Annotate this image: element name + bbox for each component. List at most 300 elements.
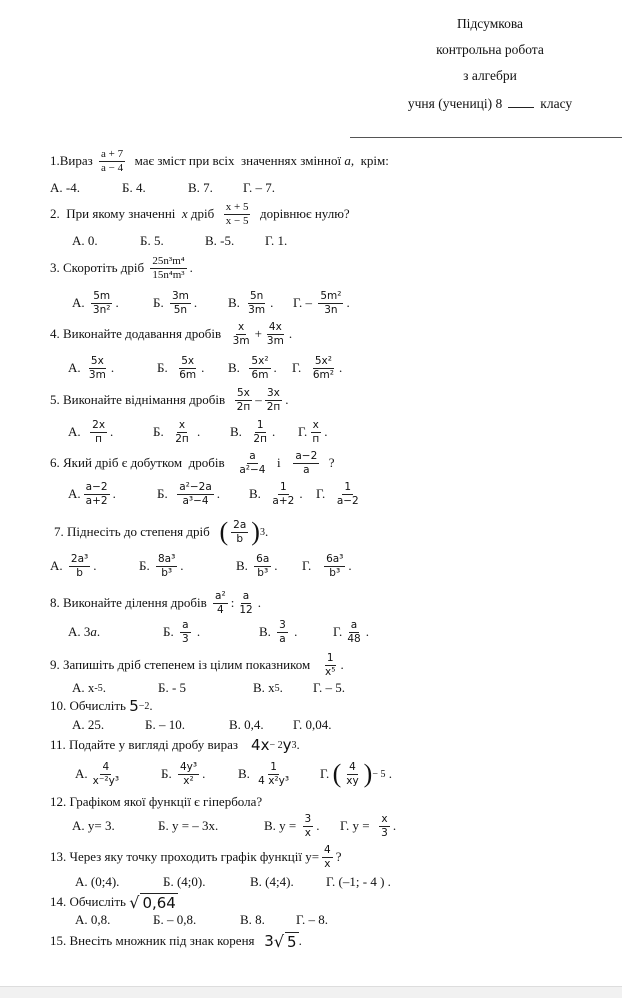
text: . — [110, 424, 114, 439]
text: А. x — [72, 680, 95, 695]
fraction-denominator: a−2 — [336, 494, 359, 507]
fraction — [246, 290, 267, 315]
fraction — [91, 761, 121, 786]
text: Б. - 5 — [158, 680, 187, 695]
fraction-numerator: a — [249, 450, 256, 463]
text: Б. — [139, 558, 153, 573]
text: Г. — [320, 766, 333, 781]
text: . — [202, 766, 206, 781]
header-title-2: контрольна робота — [436, 42, 544, 57]
question-2-prompt — [50, 199, 350, 229]
text: Б. — [161, 766, 175, 781]
fraction — [87, 355, 108, 380]
question-11-option-c[interactable] — [238, 759, 294, 789]
fraction — [345, 619, 362, 644]
fraction-denominator: 6m — [179, 368, 197, 381]
text: . — [348, 558, 352, 573]
fraction-numerator: a + 7 — [101, 147, 124, 160]
fraction-numerator: a — [182, 619, 189, 632]
text: 1.Вираз — [50, 153, 97, 168]
question-5-prompt — [50, 385, 288, 415]
text: ? — [322, 455, 335, 470]
fraction — [69, 553, 90, 578]
fraction-denominator: x² — [183, 774, 194, 787]
question-6-option-d[interactable] — [316, 479, 364, 509]
header-student-label: учня (учениці) 8 — [407, 96, 503, 111]
fraction-numerator: 5x — [90, 355, 104, 368]
fraction-denominator: b — [76, 566, 83, 579]
fraction-denominator: a — [303, 463, 310, 476]
text: 15. Внесіть множник під знак кореня — [50, 933, 265, 948]
fraction-numerator: x — [238, 321, 245, 334]
text: має зміст при всіх значеннях змінної — [128, 153, 345, 168]
text: 7. Піднесіть до степеня дріб — [54, 524, 220, 539]
text: . — [102, 680, 106, 695]
header-class-label: класу — [540, 96, 573, 111]
text: . — [264, 524, 269, 539]
text: В. — [238, 766, 254, 781]
text: 2. При якому значенні — [50, 206, 182, 221]
name-line — [350, 137, 622, 138]
fraction-numerator: 1 — [280, 481, 287, 494]
text: А. 0. — [72, 233, 98, 248]
fraction-denominator: b³ — [257, 566, 269, 579]
fraction — [251, 419, 269, 444]
text: А. -4. — [50, 180, 80, 195]
text: А. — [75, 766, 88, 781]
text: А. — [68, 486, 81, 501]
text: Б. (4;0). — [163, 874, 206, 889]
fraction-denominator: 3m — [248, 303, 266, 316]
fraction-denominator: п — [95, 432, 103, 445]
question-4-option-a[interactable] — [68, 353, 114, 383]
math-base: y — [282, 736, 292, 754]
text: Г. – 7. — [243, 180, 276, 195]
fraction-denominator: 3m — [266, 334, 284, 347]
text: . — [290, 624, 298, 639]
question-2-option-d[interactable] — [265, 226, 287, 256]
fraction — [224, 201, 251, 227]
fraction — [213, 590, 228, 615]
question-9-option-d[interactable] — [313, 673, 345, 703]
question-11-option-d[interactable] — [320, 759, 392, 789]
fraction — [310, 419, 321, 444]
text: А. — [68, 360, 84, 375]
fraction-numerator: a−2 — [295, 450, 318, 463]
question-6-option-a[interactable] — [68, 479, 116, 509]
question-12-option-a[interactable] — [72, 811, 115, 841]
text: . — [316, 818, 320, 833]
text: . — [324, 424, 328, 439]
root-coefficient: 3 — [264, 932, 274, 950]
question-2-option-b[interactable] — [140, 226, 164, 256]
fraction-numerator: 6a³ — [326, 553, 344, 566]
fraction — [231, 321, 252, 346]
text: . — [270, 295, 274, 310]
question-11-option-b[interactable] — [161, 759, 205, 789]
question-1-prompt — [50, 146, 389, 176]
fraction-numerator: x — [178, 419, 186, 432]
text: 12. Графіком якої функції є гіпербола? — [50, 794, 263, 809]
text: 6. Який дріб є добутком дробів — [50, 455, 235, 470]
radical-sign: √ — [273, 931, 285, 951]
fraction-denominator: 6m² — [312, 368, 334, 381]
class-blank — [508, 95, 534, 108]
question-6-prompt — [50, 448, 335, 478]
italic-variable: a — [90, 624, 97, 639]
text: Г. 1. — [265, 233, 288, 248]
question-3-option-c[interactable] — [228, 288, 273, 318]
fraction-denominator: 3n — [324, 303, 338, 316]
exponent: 3 — [259, 526, 265, 538]
fraction-numerator: 5m — [93, 290, 111, 303]
text: і — [270, 455, 291, 470]
radical-sign: √ — [129, 892, 140, 912]
text: 3. Скоротіть дріб — [50, 260, 148, 275]
text: дорівнює нулю? — [253, 206, 350, 221]
question-6-option-c[interactable] — [249, 479, 303, 509]
fraction-denominator: 12 — [239, 603, 253, 616]
question-5-option-b[interactable] — [153, 417, 200, 447]
fraction-numerator: 4x — [268, 321, 282, 334]
text: . — [96, 624, 101, 639]
text: ? — [335, 849, 342, 864]
question-7-prompt — [54, 517, 268, 547]
question-7-option-d[interactable] — [302, 551, 352, 581]
fraction — [84, 481, 110, 506]
text: 5. Виконайте віднімання дробів — [50, 392, 232, 407]
text: Б. y = – 3x. — [158, 818, 219, 833]
question-12-option-b[interactable] — [158, 811, 218, 841]
question-3-option-d[interactable] — [293, 288, 350, 318]
question-12-option-c[interactable] — [264, 811, 319, 841]
question-4-option-d[interactable] — [292, 353, 342, 383]
question-13-option-c[interactable] — [250, 867, 294, 897]
fraction-denominator: a²−4 — [239, 463, 266, 476]
fraction-denominator: x — [324, 857, 331, 870]
text: Б. — [153, 295, 167, 310]
question-6-option-b[interactable] — [157, 479, 220, 509]
text: 4. Виконайте додавання дробів — [50, 326, 228, 341]
text: . — [298, 933, 302, 948]
text: А. — [50, 558, 66, 573]
text: В. — [259, 624, 275, 639]
right-paren: ) — [363, 759, 373, 788]
text: А. 0,8. — [75, 912, 111, 927]
fraction-numerator: 8a³ — [157, 553, 176, 566]
fraction — [322, 844, 333, 869]
question-3-option-b[interactable] — [153, 288, 197, 318]
fraction-denominator: 2п — [253, 432, 267, 445]
exponent: − 5 — [372, 768, 386, 780]
fraction — [177, 481, 214, 506]
text: 9. Запишіть дріб степенем із цілим показником — [50, 657, 321, 672]
text: Б. – 0,8. — [153, 912, 197, 927]
text: Г. — [333, 624, 343, 639]
superscript: -5 — [94, 682, 103, 694]
text: 8. Виконайте ділення дробів — [50, 595, 211, 610]
radicand: 5 — [287, 932, 297, 951]
text: В. y = — [264, 818, 300, 833]
fraction-denominator: a+2 — [85, 494, 108, 507]
fraction — [254, 553, 271, 578]
question-5-option-a[interactable] — [68, 417, 113, 447]
text: Б. — [153, 424, 171, 439]
fraction — [344, 761, 360, 786]
text: Г. — [302, 558, 322, 573]
text: . — [271, 424, 276, 439]
text: 11. Подайте у вигляді дробу вираз — [50, 737, 252, 752]
text: . — [193, 624, 201, 639]
fraction-numerator: 5x² — [251, 355, 269, 368]
fraction-denominator: 3n² — [92, 303, 111, 316]
question-2-option-a[interactable] — [72, 226, 98, 256]
text: . — [299, 486, 303, 501]
text: Б. — [157, 360, 175, 375]
fraction — [173, 419, 191, 444]
fraction — [180, 619, 191, 644]
header-title-3: з алгебри — [463, 68, 517, 83]
fraction-numerator: 1 — [270, 761, 277, 774]
fraction-denominator: x⁻²y³ — [92, 774, 120, 787]
fraction-numerator: 4 — [102, 761, 110, 774]
question-3-option-a[interactable] — [72, 288, 119, 318]
bottom-bar — [0, 986, 622, 998]
fraction — [170, 290, 191, 315]
fraction-numerator: 4 — [324, 844, 331, 857]
fraction-denominator: b³ — [161, 566, 173, 579]
question-8-option-c[interactable] — [259, 617, 297, 647]
math-base: 5 — [129, 697, 139, 715]
text: Г. — [298, 424, 308, 439]
question-13-option-d[interactable] — [326, 867, 391, 897]
fraction-denominator: b³ — [329, 566, 341, 579]
text: . — [279, 680, 283, 695]
text: 13. Через яку точку проходить графік функції y= — [50, 849, 320, 864]
fraction-numerator: 3 — [279, 619, 286, 632]
header-student-class — [380, 95, 600, 112]
fraction-denominator: 2п — [236, 400, 251, 413]
text: : — [230, 595, 235, 610]
fraction — [303, 813, 314, 838]
text: В. -5. — [205, 233, 235, 248]
fraction — [177, 355, 198, 380]
fraction-numerator: 5x² — [314, 355, 332, 368]
fraction-denominator: x⁵ — [325, 665, 336, 678]
fraction-denominator: a³−4 — [182, 494, 209, 507]
left-paren: ( — [219, 517, 229, 546]
text: Г. y = — [340, 818, 377, 833]
fraction — [270, 481, 296, 506]
fraction-denominator: 4 x²y³ — [258, 774, 290, 787]
text: . — [285, 392, 289, 407]
text: В. 7. — [188, 180, 213, 195]
fraction-numerator: 5x — [236, 387, 250, 400]
fraction — [318, 290, 343, 315]
fraction-numerator: a — [350, 619, 358, 632]
text: Г. 0,04. — [293, 717, 332, 732]
text: Г. — [316, 486, 332, 501]
fraction-denominator: 6m — [251, 368, 269, 381]
text: В. 0,4. — [229, 717, 264, 732]
text: Б. 4. — [122, 180, 146, 195]
fraction-numerator: a² — [215, 590, 226, 603]
text: крім: — [354, 153, 389, 168]
question-8-option-a[interactable] — [68, 617, 100, 647]
question-7-option-a[interactable] — [50, 551, 96, 581]
header-title-1: Підсумкова — [456, 16, 524, 31]
fraction-numerator: 2x — [92, 419, 106, 432]
fraction-denominator: a+2 — [272, 494, 295, 507]
fraction — [237, 590, 254, 615]
fraction-numerator: x — [381, 813, 388, 826]
fraction-numerator: x — [312, 419, 319, 432]
text: В. — [236, 558, 252, 573]
text: . — [296, 737, 300, 752]
question-15-prompt — [50, 926, 302, 956]
fraction-numerator: a — [242, 590, 250, 603]
text: . — [193, 295, 198, 310]
fraction-denominator: a − 4 — [101, 161, 124, 174]
question-4-prompt — [50, 319, 292, 349]
text: . — [257, 595, 261, 610]
fraction-numerator: 1 — [326, 652, 334, 665]
question-4-option-c[interactable] — [228, 353, 277, 383]
fraction — [311, 355, 336, 380]
fraction-numerator: 6a — [256, 553, 270, 566]
fraction — [235, 387, 253, 412]
text: 10. Обчисліть — [50, 698, 130, 713]
text: . — [193, 424, 201, 439]
fraction-denominator: xy — [346, 774, 359, 787]
fraction — [249, 355, 270, 380]
text: . — [338, 360, 343, 375]
text: А. y= 3. — [72, 818, 115, 833]
math-base: 4x — [251, 736, 270, 754]
text: . — [93, 558, 97, 573]
right-paren: ) — [251, 517, 260, 546]
text: . — [110, 360, 115, 375]
fraction-numerator: x + 5 — [225, 200, 249, 213]
italic-variable: x — [181, 206, 188, 221]
fraction-denominator: 2п — [266, 400, 281, 413]
text: + — [254, 326, 262, 341]
question-11-option-a[interactable] — [75, 759, 124, 789]
fraction-denominator: a — [279, 632, 286, 645]
question-3-prompt — [50, 253, 193, 283]
fraction-denominator: п — [312, 432, 320, 445]
text: А. 25. — [72, 717, 105, 732]
fraction-numerator: 1 — [256, 419, 264, 432]
text: В. — [249, 486, 268, 501]
text: Б. 5. — [140, 233, 164, 248]
text: В. x — [253, 680, 275, 695]
text: . — [385, 766, 392, 781]
fraction — [256, 761, 291, 786]
fraction-numerator: 3x — [267, 387, 280, 400]
fraction-numerator: a²−2a — [179, 481, 212, 494]
fraction — [265, 321, 286, 346]
text: . — [273, 360, 277, 375]
text: А. 3 — [68, 624, 91, 639]
fraction — [324, 553, 345, 578]
fraction — [335, 481, 361, 506]
fraction-numerator: 4y³ — [179, 761, 198, 774]
fraction-denominator: 15n⁴m³ — [152, 268, 185, 281]
fraction-numerator: 5n — [249, 290, 264, 303]
text: Б. – 10. — [145, 717, 185, 732]
text: Г. – 5. — [313, 680, 346, 695]
question-8-option-b[interactable] — [163, 617, 200, 647]
text: Б. — [163, 624, 177, 639]
fraction-denominator: 48 — [347, 632, 361, 645]
question-12-option-d[interactable] — [340, 811, 396, 841]
fraction-numerator: 5x — [181, 355, 195, 368]
question-9-option-b[interactable] — [158, 673, 186, 703]
text: – — [255, 392, 262, 407]
fraction — [156, 553, 177, 578]
italic-variable: a, — [344, 153, 355, 168]
text: . — [201, 360, 205, 375]
text: В. — [228, 360, 247, 375]
question-4-option-b[interactable] — [157, 353, 204, 383]
text: . — [274, 558, 278, 573]
question-11-prompt — [50, 730, 300, 760]
fraction-numerator: a−2 — [85, 481, 108, 494]
question-7-option-b[interactable] — [139, 551, 184, 581]
text: В. — [228, 295, 244, 310]
text: Г. (–1; - 4 ) . — [326, 874, 391, 889]
fraction — [379, 813, 390, 838]
question-2-option-c[interactable] — [205, 226, 234, 256]
text: . — [392, 818, 397, 833]
fraction — [99, 148, 125, 174]
fraction-numerator: 4 — [349, 761, 356, 774]
fraction-numerator: 2a — [233, 519, 247, 532]
question-8-option-d[interactable] — [333, 617, 369, 647]
text: . — [180, 558, 184, 573]
question-7-option-c[interactable] — [236, 551, 278, 581]
text: А. — [72, 295, 88, 310]
question-5-option-c[interactable] — [230, 417, 275, 447]
fraction — [91, 290, 113, 315]
fraction-numerator: 1 — [344, 481, 352, 494]
fraction-numerator: 2a³ — [70, 553, 89, 566]
fraction-denominator: 5n — [173, 303, 188, 316]
fraction-denominator: b — [236, 532, 244, 545]
text: . — [189, 260, 193, 275]
fraction-numerator: 25n³m⁴ — [152, 254, 185, 267]
text: В. (4;4). — [250, 874, 294, 889]
text: В. 8. — [240, 912, 265, 927]
text: . — [112, 486, 116, 501]
fraction-numerator: 3 — [304, 813, 312, 826]
fraction-denominator: 3m — [232, 334, 250, 347]
left-paren: ( — [332, 759, 342, 788]
fraction-denominator: x — [304, 826, 311, 839]
text: 14. Обчисліть — [50, 894, 130, 909]
text: А. — [68, 424, 88, 439]
radicand: 0,64 — [142, 893, 176, 912]
fraction — [90, 419, 107, 444]
question-9-option-c[interactable] — [253, 673, 283, 703]
text: . — [115, 295, 119, 310]
fraction-denominator: x − 5 — [225, 214, 249, 227]
text: . — [346, 295, 350, 310]
superscript: 3 — [291, 739, 297, 751]
text: В. — [230, 424, 249, 439]
question-5-option-d[interactable] — [298, 417, 327, 447]
